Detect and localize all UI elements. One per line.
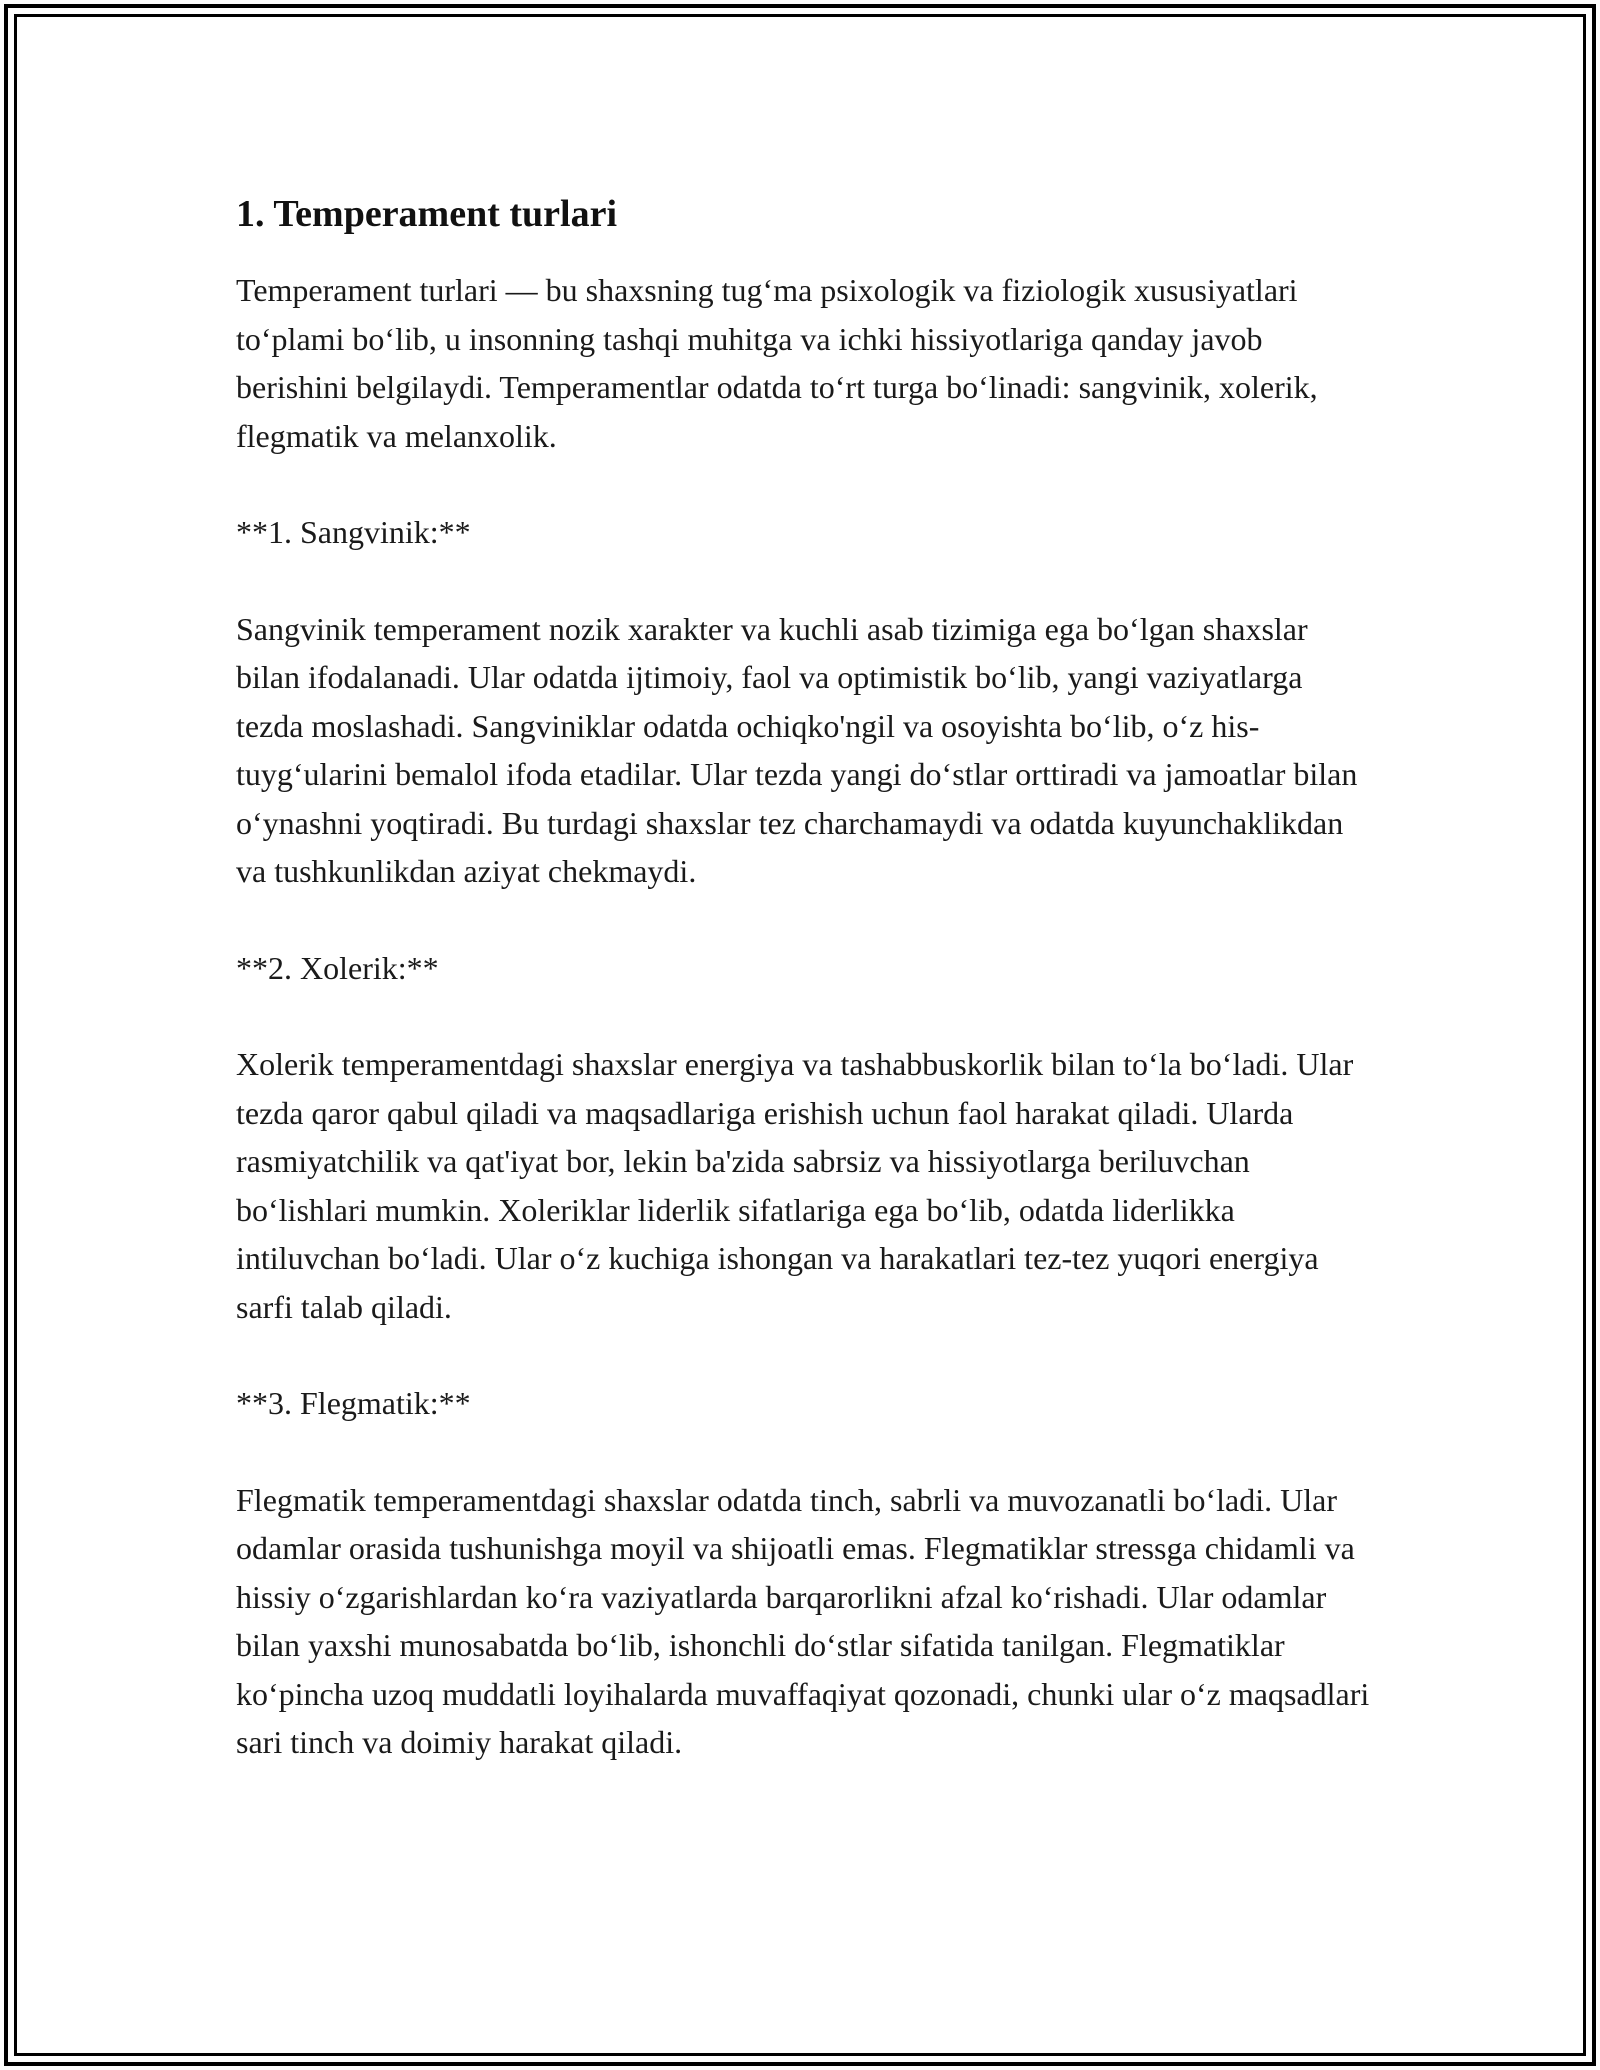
document-body: [236, 188, 1376, 1767]
section-body-sangvinik: Sangvinik temperament nozik xarakter va kuchli asab tizimiga ega bo‘lgan shaxslar bilan ifodalanadi. Ular odatda ijtimoiy, faol va optimistik bo‘lib, yangi vaziyatlarga tezda moslashadi. Sangviniklar odatda ochiqko'ngil va osoyishta bo‘lib, o‘z his-tuyg‘ularini bemalol ifoda etadilar. Ular tezda yangi do‘stlar orttiradi va jamoatlar bilan o‘ynashni yoqtiradi. Bu turdagi shaxslar tez charchamaydi va odatda kuyunchaklikdan va tushkunlikdan aziyat chekmaydi.: [236, 610, 1358, 889]
section-heading-flegmatik: **3. Flegmatik:**: [236, 1385, 471, 1421]
section-heading-xolerik: **2. Xolerik:**: [236, 949, 439, 986]
section-body-xolerik: Xolerik temperamentdagi shaxslar energiya va tashabbuskorlik bilan to‘la bo‘ladi. Ular tezda qaror qabul qiladi va maqsadlariga erishish uchun faol harakat qiladi. Ularda rasmiyatchilik va qat'iyat bor, lekin ba'zida sabrsiz va hissiyotlarga beriluvchan bo‘lishlari mumkin. Xoleriklar liderlik sifatlariga ega bo‘lib, odatda liderlikka intiluvchan bo‘ladi. Ular o‘z kuchiga ishongan va harakatlari tez-tez yuqori energiya sarfi talab qiladi.: [236, 1046, 1354, 1325]
section-heading-sangvinik: **1. Sangvinik:**: [236, 514, 471, 550]
intro-paragraph: Temperament turlari — bu shaxsning tug‘ma psixologik va fiziologik xususiyatlari to‘plami bo‘lib, u insonning tashqi muhitga va ichki hissiyotlariga qanday javob berishini belgilaydi. Temperamentlar odatda to‘rt turga bo‘linadi: sangvinik, xolerik, flegmatik va melanxolik.: [236, 272, 1318, 454]
section-body-flegmatik: Flegmatik temperamentdagi shaxslar odatda tinch, sabrli va muvozanatli bo‘ladi. Ular odamlar orasida tushunishga moyil va shijoatli emas. Flegmatiklar stressga chidamli va hissiy o‘zgarishlardan ko‘ra vaziyatlarda barqarorlikni afzal ko‘rishadi. Ular odamlar bilan yaxshi munosabatda bo‘lib, ishonchli do‘stlar sifatida tanilgan. Flegmatiklar ko‘pincha uzoq muddatli loyihalarda muvaffaqiyat qozonadi, chunki ular o‘z maqsadlari sari tinch va doimiy harakat qiladi.: [236, 1481, 1370, 1760]
document-title: 1. Temperament turlari: [236, 193, 618, 235]
